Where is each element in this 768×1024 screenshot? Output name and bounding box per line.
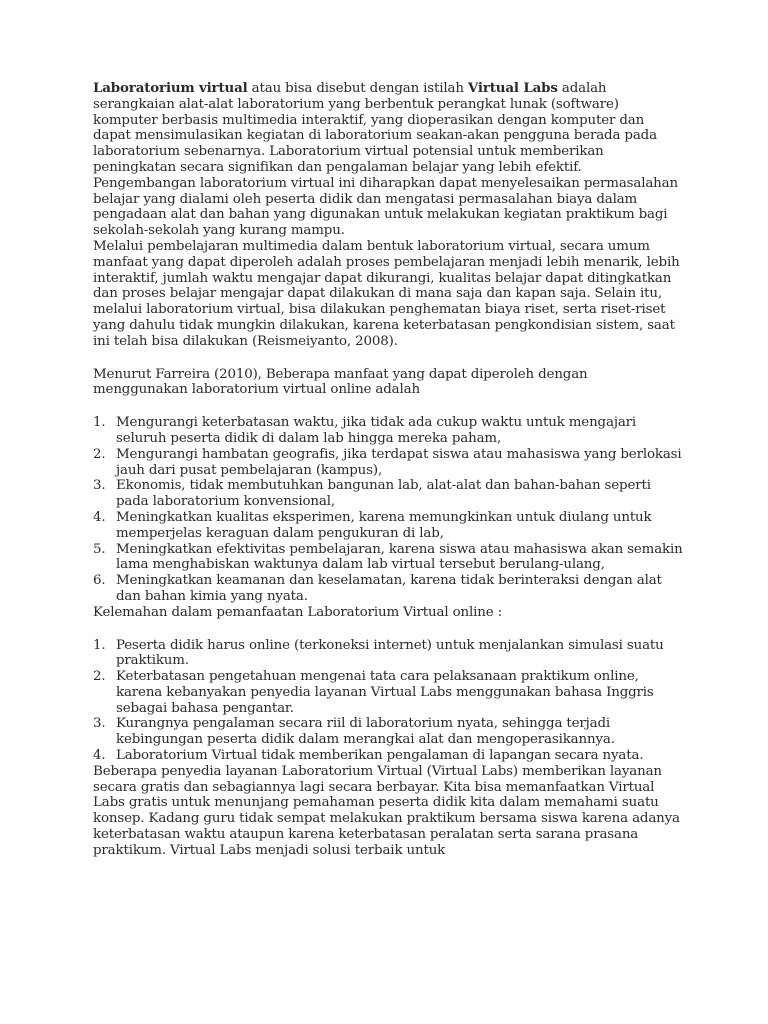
list-number: 2.: [93, 669, 106, 685]
term-laboratorium-virtual: Laboratorium virtual: [93, 80, 248, 96]
intro-text-b: adalah serangkaian alat-alat laboratorium yang berbentuk perangkat lunak (software) komputer berbasis multimedia interaktif, yang dioperasikan dengan komputer dan dapat mensimulasikan kegiatan di laboratorium seakan-akan pengguna berada pada laboratorium sebenarnya. Laboratorium virtual potensial untuk memberikan peningkatan secara signifikan dan pengalaman belajar yang lebih efektif.: [93, 81, 657, 175]
list-item: [93, 669, 683, 716]
list-item: [93, 478, 683, 510]
list-item: [93, 716, 683, 748]
list-item: [93, 447, 683, 479]
term-virtual-labs: Virtual Labs: [467, 80, 558, 96]
list-text: Meningkatkan kualitas eksperimen, karena memungkinkan untuk diulang untuk memperjelas keraguan dalam pengukuran di lab,: [116, 509, 652, 541]
list-number: 2.: [93, 446, 106, 462]
paragraph-intro: [93, 81, 683, 176]
list-number: 4.: [93, 509, 106, 525]
list-number: 1.: [93, 637, 106, 653]
list-text: Peserta didik harus online (terkoneksi internet) untuk menjalankan simulasi suatu praktikum.: [116, 637, 664, 669]
list-number: 1.: [93, 415, 106, 431]
document-page: [93, 81, 683, 859]
list-item: [93, 542, 683, 574]
list-text: Mengurangi hambatan geografis, jika terdapat siswa atau mahasiswa yang berlokasi jauh dari pusat pembelajaran (kampus),: [116, 446, 682, 478]
benefits-list: [93, 415, 683, 605]
list-item: [93, 573, 683, 605]
list-text: Mengurangi keterbatasan waktu, jika tidak ada cukup waktu untuk mengajari seluruh peserta didik di dalam lab hingga mereka paham,: [116, 415, 637, 446]
list-number: 6.: [93, 573, 106, 589]
paragraph-providers: Beberapa penyedia layanan Laboratorium Virtual (Virtual Labs) memberikan layanan secara gratis dan sebagiannya lagi secara berbayar. Kita bisa memanfaatkan Virtual Labs gratis untuk menunjang pemahaman peserta didik kita dalam memahami suatu konsep. Kadang guru tidak sempat melakukan praktikum bersama siswa karena adanya keterbatasan waktu ataupun karena keterbatasan peralatan serta sarana prasana praktikum. Virtual Labs menjadi solusi terbaik untuk: [93, 763, 680, 858]
paragraph-farreira: Menurut Farreira (2010), Beberapa manfaat yang dapat diperoleh dengan menggunakan laboratorium virtual online adalah: [93, 366, 588, 398]
list-item: [93, 748, 683, 764]
list-item: [93, 415, 683, 447]
list-number: 3.: [93, 716, 106, 732]
list-text: Laboratorium Virtual tidak memberikan pengalaman di lapangan secara nyata.: [116, 748, 644, 764]
list-text: Meningkatkan efektivitas pembelajaran, karena siswa atau mahasiswa akan semakin lama menghabiskan waktunya dalam lab virtual tersebut berulang-ulang,: [116, 541, 683, 573]
list-number: 5.: [93, 541, 106, 557]
paragraph-development: Pengembangan laboratorium virtual ini diharapkan dapat menyelesaikan permasalahan belajar yang dialami oleh peserta didik dan mengatasi permasalahan biaya dalam pengadaan alat dan bahan yang digunakan untuk melakukan kegiatan praktikum bagi sekolah-sekolah yang kurang mampu.: [93, 175, 678, 239]
list-number: 4.: [93, 748, 106, 764]
list-text: Kurangnya pengalaman secara riil di laboratorium nyata, sehingga terjadi kebingungan peserta didik dalam merangkai alat dan mengoperasikannya.: [116, 716, 615, 748]
list-item: [93, 510, 683, 542]
list-item: [93, 638, 683, 670]
list-number: 3.: [93, 478, 106, 494]
paragraph-weaknesses-heading: Kelemahan dalam pemanfaatan Laboratorium Virtual online :: [93, 604, 502, 620]
list-text: Keterbatasan pengetahuan mengenai tata cara pelaksanaan praktikum online, karena kebanyakan penyedia layanan Virtual Labs menggunakan bahasa Inggris sebagai bahasa pengantar.: [116, 669, 654, 716]
list-text: Ekonomis, tidak membutuhkan bangunan lab, alat-alat dan bahan-bahan seperti pada laboratorium konvensional,: [116, 478, 651, 510]
weaknesses-list: [93, 638, 683, 764]
paragraph-multimedia: Melalui pembelajaran multimedia dalam bentuk laboratorium virtual, secara umum manfaat yang dapat diperoleh adalah proses pembelajaran menjadi lebih menarik, lebih interaktif, jumlah waktu mengajar dapat dikurangi, kualitas belajar dapat ditingkatkan dan proses belajar mengajar dapat dilakukan di mana saja dan kapan saja. Selain itu, melalui laboratorium virtual, bisa dilakukan penghematan biaya riset, serta riset-riset yang dahulu tidak mungkin dilakukan, karena keterbatasan pengkondisian sistem, saat ini telah bisa dilakukan (Reismeiyanto, 2008).: [93, 238, 680, 349]
intro-text-a: atau bisa disebut dengan istilah: [247, 81, 468, 96]
list-text: Meningkatkan keamanan dan keselamatan, karena tidak berinteraksi dengan alat dan bahan kimia yang nyata.: [116, 573, 662, 604]
